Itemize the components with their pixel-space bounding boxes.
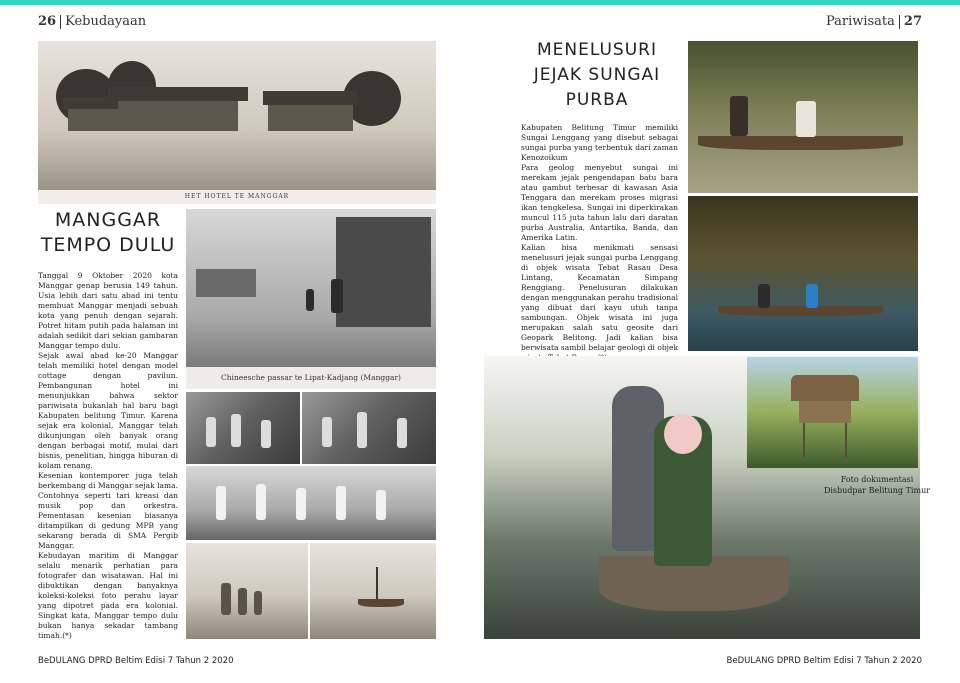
left-article-title — [38, 208, 178, 258]
left-article-body — [38, 271, 178, 641]
photo-stilt-hut — [747, 357, 918, 468]
right-section-label: Pariwisata — [825, 14, 895, 29]
left-paragraph: Kebudayan maritim di Manggar selalu menarik perhatian para fotografer dan wisatawan. Hal ini dibuktikan dengan banyaknya koleksi-koleksi foto perahu layar yang dipotret pada era kolonial. Singkat kata, Manggar tempo dulu bukan hanya sekadar tambang timah.(*) — [38, 551, 178, 640]
top-accent-bar — [0, 0, 960, 5]
left-title-line-1: MANGGAR — [54, 209, 162, 231]
left-section-label: Kebudayaan — [65, 14, 147, 29]
photo-credit-line-2: Disbudpar Belitung Timur — [823, 486, 931, 495]
right-paragraph: Kalian bisa menikmati sensasi menelusuri jejak sungai purba Lenggang di objek wisata Tebat Rasau Desa Lintang, Kecamatan Simpang Renggiang. Penelusuran dilakukan dengan menggunakan perahu tradisional yang dibuat dari kayu utuh tanpa sambungan. Objek wisata ini juga merupakan salah satu geosite dari Geopark Belitong. Jadi kalian bisa berwisata sambil belajar geologi di objek — [521, 243, 678, 352]
right-paragraph: Para geolog menyebut sungai ini merekam jejak pengendapan batu bara atau gambut terbesar di kawasan Asia Tenggara dan merekam proses migrasi ikan tengkelesa. Sungai ini diperkirakan muncul 115 juta tahun lalu dari daratan purba Australia, Antartika, Banda, dan Amerika Latin. — [521, 163, 678, 242]
right-article-body — [521, 123, 678, 363]
right-page-number: 27 — [903, 14, 922, 29]
header-divider — [60, 15, 61, 29]
right-article-title — [522, 38, 672, 113]
right-page-header — [826, 14, 922, 29]
left-paragraph: Tanggal 9 Oktober 2020 kota Manggar genap berusia 149 tahun. Usia lebih dari satu abad ini tentu membuat Manggar menjadi sebuah kota yang penuh dengan sejarah. Potret hitam putih pada halaman ini adalah sedikit dari sekian gambaran Manggar tempo dulu. — [38, 271, 178, 350]
left-page-header — [38, 14, 146, 29]
photo-music-performance-1 — [186, 392, 300, 464]
left-paragraph: Sejak awal abad ke-20 Manggar telah memiliki hotel dengan model cottage dengan pavilun. Pembangunan hotel ini menunjukkan bahwa sektor pariwisata bukanlah hal baru bagi Kabupaten belitung Timur. Karena sejak era kolonial, Manggar telah dikunjungan oleh banyak orang dengan berbagai motif, mulai dari bisnis, penelitian, hingga hiburan di kolam renang. — [38, 351, 178, 470]
photo-mangrove-canoe — [688, 196, 918, 351]
right-footer: BeDULANG DPRD Beltim Edisi 7 Tahun 2 2020 — [726, 656, 922, 666]
photo-orchestra — [186, 466, 436, 540]
left-page-number: 26 — [38, 14, 57, 29]
left-footer: BeDULANG DPRD Beltim Edisi 7 Tahun 2 2020 — [38, 656, 234, 666]
photo-music-performance-2 — [302, 392, 436, 464]
photo-hotel-manggar — [38, 41, 436, 204]
left-title-line-2: TEMPO DULU — [40, 234, 176, 256]
header-divider — [899, 15, 900, 29]
right-title-line-2: JEJAK SUNGAI — [533, 65, 661, 85]
photo-children-beach — [186, 543, 308, 639]
photo-credit — [818, 474, 936, 496]
photo-canoe-river — [688, 41, 918, 193]
right-paragraph: Kabupaten Belitung Timur memiliki Sungai Lenggang yang disebut sebagai sungai purba yang terbentuk dari zaman Kenozoikum — [521, 123, 678, 162]
photo-chinese-market-street — [186, 209, 436, 389]
photo-street-caption: Chineesche passar te Lipat-Kadjang (Manggar) — [186, 367, 436, 389]
right-title-line-3: PURBA — [565, 90, 629, 110]
left-paragraph: Kesenian kontemporer juga telah berkembang di Manggar sejak lama. Contohnya seperti tari kreasi dan musik pop dan orkestra. Pementasan kesenian biasanya ditampilkan di gedung MPB yang sekarang berada di SMA Pergib Manggar. — [38, 471, 178, 550]
photo-sailboat — [310, 543, 436, 639]
photo-hotel-caption: HET HOTEL TE MANGGAR — [38, 190, 436, 204]
photo-credit-line-1: Foto dokumentasi — [840, 475, 914, 484]
right-title-line-1: MENELUSURI — [537, 40, 657, 60]
